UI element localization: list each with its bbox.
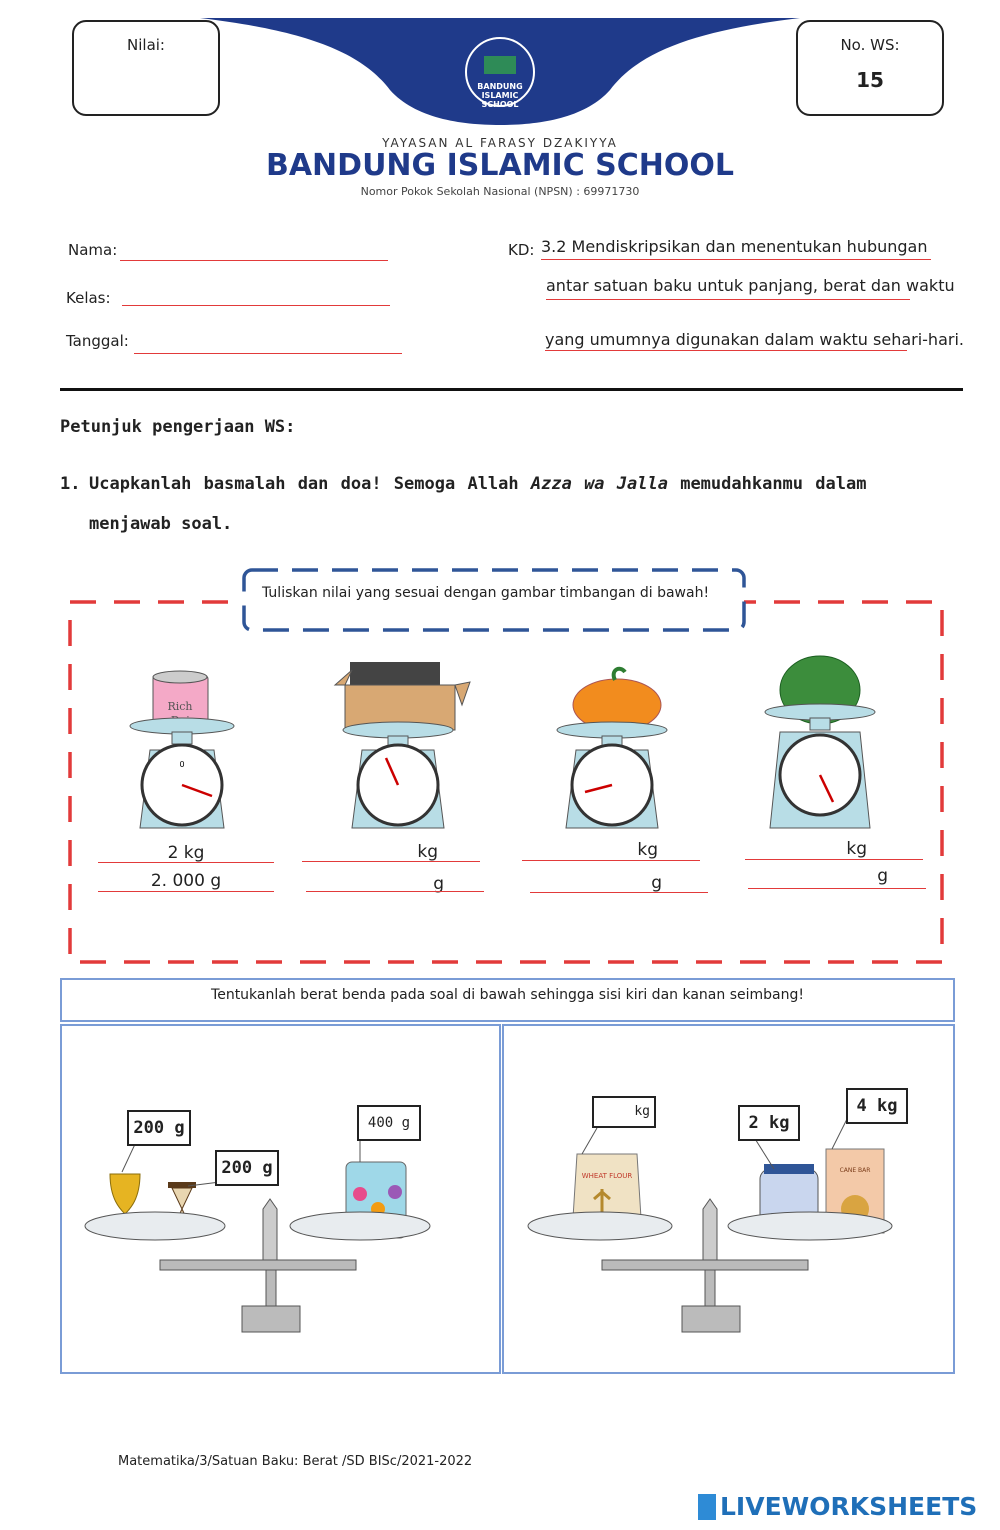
kelas-label: Kelas: (66, 289, 111, 307)
answer-line-g-3 (530, 892, 708, 893)
tag-flour[interactable]: kg (592, 1096, 656, 1128)
tanggal-field[interactable] (134, 353, 402, 354)
logo-text: BANDUNG ISLAMIC SCHOOL (477, 82, 523, 109)
answer-kg-3[interactable]: kg (637, 840, 658, 860)
tag-sugar: 2 kg (738, 1105, 800, 1141)
npsn: Nomor Pokok Sekolah Nasional (NPSN) : 69971730 (360, 185, 640, 198)
section2-header (60, 978, 955, 1022)
section1-prompt: Tuliskan nilai yang sesuai dengan gambar timbangan di bawah! (262, 585, 710, 601)
foundation-name: YAYASAN AL FARASY DZAKIYYA (382, 136, 618, 150)
balance-left (60, 1024, 501, 1374)
nilai-box[interactable] (72, 20, 220, 116)
nama-label: Nama: (68, 241, 118, 259)
nama-field[interactable] (120, 260, 388, 261)
scale-pumpkin (557, 669, 667, 828)
answer-line-g-2 (306, 891, 484, 892)
answer-g-4[interactable]: g (877, 866, 888, 886)
instruction-number: 1. (60, 474, 81, 494)
svg-text:0: 0 (179, 760, 185, 769)
ws-number: 15 (856, 68, 884, 92)
school-name: BANDUNG ISLAMIC SCHOOL (265, 148, 735, 183)
answer-kg-2[interactable]: kg (417, 842, 438, 862)
tag-bag: 4 kg (846, 1088, 908, 1124)
answer-g-2[interactable]: g (433, 874, 444, 894)
scale-box (335, 662, 470, 828)
tag-candy: 400 g (357, 1105, 421, 1141)
ws-box (796, 20, 944, 116)
scales-row (0, 650, 1000, 835)
kd-line2: antar satuan baku untuk panjang, berat dan waktu (546, 276, 955, 295)
ws-label: No. WS: (840, 36, 900, 54)
instruction-item1: Ucapkanlah basmalah dan doa! Semoga Allah Azza wa Jalla memudahkanmu dalam (89, 474, 867, 494)
kd-underline3 (545, 350, 907, 351)
answer-kg-4[interactable]: kg (846, 839, 867, 859)
kd-line3: yang umumnya digunakan dalam waktu sehari-hari. (545, 330, 964, 349)
instruction-item1-line2: menjawab soal. (89, 514, 233, 534)
answer-line-g-1 (98, 891, 274, 892)
liveworksheets-brand[interactable]: LIVEWORKSHEETS (720, 1492, 978, 1521)
tag-trophy: 200 g (127, 1110, 191, 1146)
footer-text: Matematika/3/Satuan Baku: Berat /SD BISc/2021-2022 (118, 1454, 473, 1469)
kd-label: KD: (508, 241, 535, 259)
answer-kg-1[interactable]: 2 kg (167, 843, 205, 863)
nilai-label: Nilai: (127, 36, 165, 54)
tag-hourglass: 200 g (215, 1150, 279, 1186)
instructions-title: Petunjuk pengerjaan WS: (60, 417, 296, 437)
section2-prompt: Tentukanlah berat benda pada soal di bawah sehingga sisi kiri dan kanan seimbang! (211, 987, 804, 1003)
answer-g-3[interactable]: g (651, 873, 662, 893)
scale-can (130, 671, 234, 828)
answer-line-kg-2 (302, 861, 480, 862)
scale-watermelon (765, 656, 875, 828)
tanggal-label: Tanggal: (66, 332, 129, 350)
answer-line-kg-4 (745, 859, 923, 860)
kd-underline1 (541, 259, 931, 260)
answer-line-kg-3 (522, 860, 700, 861)
answer-line-kg-1 (98, 862, 274, 863)
answer-g-1[interactable]: 2. 000 g (150, 871, 222, 891)
liveworksheets-logo-icon (698, 1494, 716, 1520)
svg-text:CANE BAR: CANE BAR (839, 1167, 871, 1174)
divider (60, 388, 963, 391)
svg-text:WHEAT FLOUR: WHEAT FLOUR (581, 1172, 633, 1180)
balance-right (502, 1024, 955, 1374)
kd-line1: 3.2 Mendiskripsikan dan menentukan hubungan (541, 237, 928, 256)
kd-underline2 (546, 299, 910, 300)
kelas-field[interactable] (122, 305, 390, 306)
svg-text:Rich: Rich (167, 700, 193, 713)
answer-line-g-4 (748, 888, 926, 889)
